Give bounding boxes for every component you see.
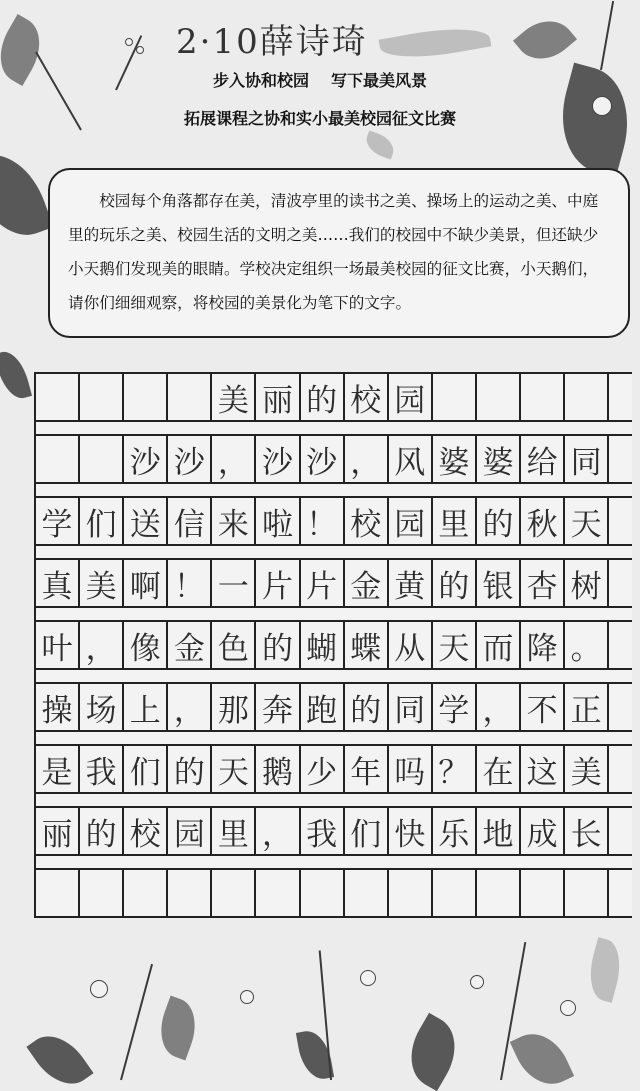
grid-cell: 天 [565, 498, 609, 544]
grid-cell: 从 [389, 622, 433, 668]
page-subtitle: 拓展课程之协和实小最美校园征文比赛 [183, 109, 456, 128]
branch-decoration [120, 964, 153, 1080]
grid-cell: 金 [345, 560, 389, 606]
grid-cell: ， [212, 436, 256, 482]
intro-box: 校园每个角落都存在美，清波亭里的读书之美、操场上的运动之美、中庭里的玩乐之美、校园生活的文明之美……我们的校园中不缺少美景，但还缺少小天鹅们发现美的眼睛。学校决定组织一场最美校园的征文比赛，小天鹅们，请你们细细观察，将校园的美景化为笔下的文字。 [48, 168, 630, 338]
grid-cell [433, 374, 477, 420]
grid-cell: 的 [477, 498, 521, 544]
grid-cell: 美 [565, 746, 609, 792]
grid-cell: 丽 [256, 374, 300, 420]
grid-cell: 我 [301, 808, 345, 854]
grid-cell: 杏 [521, 560, 565, 606]
grid-cell: ！ [168, 560, 212, 606]
grid-cell: 沙 [124, 436, 168, 482]
grid-cell: 学 [36, 498, 80, 544]
title-left: 步入协和校园 [212, 71, 309, 90]
grid-cell: 们 [80, 498, 124, 544]
grid-spacer [36, 670, 632, 684]
grid-cell: 天 [212, 746, 256, 792]
grid-cell: 们 [345, 808, 389, 854]
grid-cell: ， [168, 684, 212, 730]
grid-cell: 的 [80, 808, 124, 854]
grid-cell [477, 374, 521, 420]
grid-cell: 沙 [168, 436, 212, 482]
grid-cell: 天 [433, 622, 477, 668]
grid-spacer [36, 856, 632, 870]
grid-row [36, 684, 632, 732]
grid-cell: 奔 [256, 684, 300, 730]
flower-decoration [360, 970, 376, 986]
grid-cell: 色 [212, 622, 256, 668]
grid-cell: ， [256, 808, 300, 854]
grid-cell: 年 [345, 746, 389, 792]
grid-cell: 乐 [433, 808, 477, 854]
grid-cell: 园 [389, 374, 433, 420]
grid-cell: 里 [433, 498, 477, 544]
flower-decoration [240, 990, 254, 1004]
grid-cell: 的 [433, 560, 477, 606]
grid-cell: 一 [212, 560, 256, 606]
grid-cell: 片 [301, 560, 345, 606]
page-title [0, 68, 640, 91]
grid-cell: 园 [168, 808, 212, 854]
flower-decoration [560, 1000, 576, 1016]
grid-cell: 在 [477, 746, 521, 792]
grid-spacer [36, 546, 632, 560]
grid-cell: 美 [212, 374, 256, 420]
grid-cell: 沙 [256, 436, 300, 482]
grid-row [36, 436, 632, 484]
grid-cell: 操 [36, 684, 80, 730]
flower-decoration [470, 975, 484, 989]
grid-cell: 蝶 [345, 622, 389, 668]
grid-cell [521, 374, 565, 420]
grid-cell: 少 [301, 746, 345, 792]
grid-spacer [36, 484, 632, 498]
grid-cell: 那 [212, 684, 256, 730]
grid-cell: 叶 [36, 622, 80, 668]
grid-row [36, 560, 632, 608]
grid-cell: 黄 [389, 560, 433, 606]
grid-cell: 是 [36, 746, 80, 792]
grid-cell [124, 374, 168, 420]
grid-cell: 来 [212, 498, 256, 544]
leaf-decoration [362, 130, 397, 159]
grid-cell: 银 [477, 560, 521, 606]
grid-cell: 地 [477, 808, 521, 854]
grid-cell: 真 [36, 560, 80, 606]
grid-cell: 我 [80, 746, 124, 792]
grid-cell: 学 [433, 684, 477, 730]
grid-cell: 成 [521, 808, 565, 854]
grid-cell: 里 [212, 808, 256, 854]
author-name: 2·10薛诗琦 [176, 22, 368, 62]
grid-cell: 校 [124, 808, 168, 854]
grid-row [36, 374, 632, 422]
grid-row [36, 746, 632, 794]
grid-cell: 不 [521, 684, 565, 730]
grid-cell: 的 [301, 374, 345, 420]
grid-cell: 这 [521, 746, 565, 792]
grid-cell: 秋 [521, 498, 565, 544]
berry-decoration [136, 46, 144, 54]
grid-spacer [36, 794, 632, 808]
grid-cell: 给 [521, 436, 565, 482]
grid-cell: 校 [345, 498, 389, 544]
grid-cell: 金 [168, 622, 212, 668]
grid-cell: 丽 [36, 808, 80, 854]
grid-cell: 校 [345, 374, 389, 420]
grid-cell: ， [477, 684, 521, 730]
grid-cell: 们 [124, 746, 168, 792]
berry-decoration [125, 38, 133, 46]
flower-decoration [90, 980, 108, 998]
grid-cell: 而 [477, 622, 521, 668]
grid-cell: 送 [124, 498, 168, 544]
branch-decoration [600, 1, 614, 70]
grid-cell: 同 [389, 684, 433, 730]
grid-cell: ， [345, 436, 389, 482]
grid-cell: 快 [389, 808, 433, 854]
grid-cell: 长 [565, 808, 609, 854]
grid-cell: ， [80, 622, 124, 668]
grid-cell: 啦 [256, 498, 300, 544]
title-right: 写下最美风景 [331, 71, 428, 90]
grid-row [36, 808, 632, 856]
grid-cell: 的 [168, 746, 212, 792]
grid-cell: ！ [301, 498, 345, 544]
grid-spacer [36, 608, 632, 622]
grid-cell [80, 374, 124, 420]
grid-cell: 场 [80, 684, 124, 730]
grid-row [36, 622, 632, 670]
grid-cell: 正 [565, 684, 609, 730]
leaf-decoration [510, 1023, 574, 1091]
grid-cell: 鹅 [256, 746, 300, 792]
grid-cell: 风 [389, 436, 433, 482]
grid-cell: 啊 [124, 560, 168, 606]
grid-cell: 的 [256, 622, 300, 668]
leaf-decoration [513, 9, 577, 72]
grid-row [36, 498, 632, 546]
leaf-decoration [583, 937, 628, 1003]
grid-cell: 蝴 [301, 622, 345, 668]
leaf-decoration [0, 142, 54, 247]
grid-cell: 片 [256, 560, 300, 606]
grid-cell [36, 374, 80, 420]
leaf-decoration [379, 21, 492, 66]
leaf-decoration [0, 347, 32, 402]
grid-cell [36, 436, 80, 482]
grid-cell: 跑 [301, 684, 345, 730]
leaf-decoration [26, 1024, 93, 1091]
grid-cell [80, 436, 124, 482]
grid-cell: 婆 [477, 436, 521, 482]
grid-cell: 降 [521, 622, 565, 668]
grid-cell: 吗 [389, 746, 433, 792]
grid-cell: 沙 [301, 436, 345, 482]
grid-cell: ？ [433, 746, 477, 792]
grid-cell: 树 [565, 560, 609, 606]
grid-cell [565, 374, 609, 420]
grid-cell: 园 [389, 498, 433, 544]
leaf-decoration [397, 1013, 469, 1091]
grid-spacer [36, 732, 632, 746]
floral-decoration [0, 900, 640, 1091]
grid-cell: 信 [168, 498, 212, 544]
grid-cell: 上 [124, 684, 168, 730]
grid-cell [168, 374, 212, 420]
grid-cell: 像 [124, 622, 168, 668]
writing-grid [34, 372, 632, 918]
leaf-decoration [152, 996, 205, 1061]
grid-cell: 。 [565, 622, 609, 668]
grid-cell: 的 [345, 684, 389, 730]
grid-spacer [36, 422, 632, 436]
grid-cell: 同 [565, 436, 609, 482]
grid-cell: 婆 [433, 436, 477, 482]
grid-cell: 美 [80, 560, 124, 606]
